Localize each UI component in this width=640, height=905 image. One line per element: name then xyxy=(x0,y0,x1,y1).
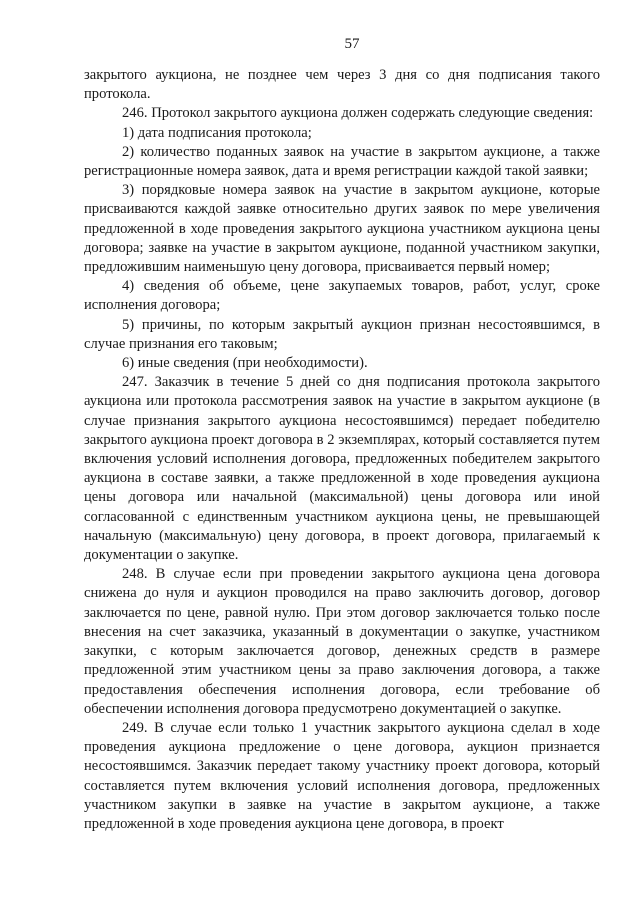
list-item-5: 5) причины, по которым закрытый аукцион признан несостоявшимся, в случае признания его таковым; xyxy=(84,316,600,352)
document-body xyxy=(84,66,600,834)
list-item-4: 4) сведения об объеме, цене закупаемых товаров, работ, услуг, сроке исполнения договора; xyxy=(84,278,600,314)
paragraph-248: 248. В случае если при проведении закрытого аукциона цена договора снижена до нуля и аукцион проводился на право заключить договор, договор заключается по цене, равной нулю. При этом договор заключается только после внесения на счет заказчика, указанный в документации о закупке, участником закупки, с которым заключается договор, денежных средств в размере предложенной этим участником цены за право заключения договора, а также предоставления обеспечения исполнения договора, если требование об обеспечении исполнения договора предусмотрено документацией о закупке. xyxy=(84,566,600,717)
paragraph-249: 249. В случае если только 1 участник закрытого аукциона сделал в ходе проведения аукциона предложение о цене договора, аукцион признается несостоявшимся. Заказчик передает такому участнику проект договора, который составляется путем включения условий исполнения договора, предложенных участником закупки в заявке на участие в закрытом аукционе, а также предложенной в ходе проведения аукциона цене договора, в проект xyxy=(84,719,600,832)
list-item-3: 3) порядковые номера заявок на участие в закрытом аукционе, которые присваиваются каждой заявке относительно других заявок по мере увеличения предложенной в ходе проведения закрытого аукциона участником аукциона цены договора; заявке на участие в закрытом аукционе, поданной участником закупки, предложившим наименьшую цену договора, присваивается первый номер; xyxy=(84,182,600,276)
paragraph-continuation: закрытого аукциона, не позднее чем через 3 дня со дня подписания такого протокола. xyxy=(84,67,600,103)
paragraph-247: 247. Заказчик в течение 5 дней со дня подписания протокола закрытого аукциона или протокола рассмотрения заявок на участие в закрытом аукционе (в случае признания закрытого аукциона несостоявшимся) передает победителю закрытого аукциона проект договора в 2 экземплярах, который составляется путем включения условий исполнения договора, предложенных победителем закрытого аукциона в составе заявки, а также предложенной в ходе проведения аукциона цены договора или начальной (максимальной) цены договора или иной согласованной с единственным участником аукциона цены, не превышающей начальную (максимальную) цену договора, в проект договора, прилагаемый к документации о закупке. xyxy=(84,374,600,564)
paragraph-246: 246. Протокол закрытого аукциона должен содержать следующие сведения: xyxy=(122,105,594,122)
page-number: 57 xyxy=(344,36,360,52)
list-item-6: 6) иные сведения (при необходимости). xyxy=(122,355,368,372)
list-item-2: 2) количество поданных заявок на участие в закрытом аукционе, а также регистрационные номера заявок, дата и время регистрации каждой такой заявки; xyxy=(84,143,600,180)
list-item-1: 1) дата подписания протокола; xyxy=(122,124,312,141)
